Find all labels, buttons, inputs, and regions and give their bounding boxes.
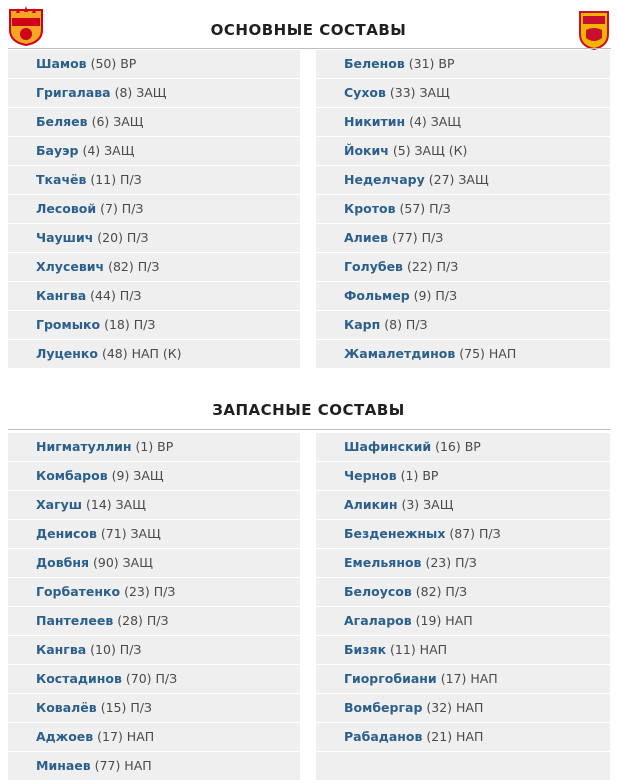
empty-row [316, 752, 610, 780]
player-name-link[interactable]: Аджоев [36, 729, 94, 744]
player-number-position: (57) П/З [399, 201, 451, 216]
player-row [8, 520, 300, 548]
player-name-link[interactable]: Беляев [36, 114, 88, 129]
player-name-link[interactable]: Чаушич [36, 230, 94, 245]
player-number-position: (9) ЗАЩ [111, 468, 164, 483]
away-substitutes-column [316, 433, 610, 781]
player-name-link[interactable]: Кангва [36, 642, 87, 657]
player-name-link[interactable]: Рабаданов [344, 729, 423, 744]
player-name-link[interactable]: Никитин [344, 114, 406, 129]
player-name-link[interactable]: Беленов [344, 56, 405, 71]
player-name-link[interactable]: Шамов [36, 56, 87, 71]
player-name-link[interactable]: Комбаров [36, 468, 108, 483]
player-row [8, 578, 300, 606]
player-name-link[interactable]: Громыко [36, 317, 101, 332]
player-number-position: (16) ВР [435, 439, 481, 454]
player-number-position: (75) НАП [459, 346, 517, 361]
player-row [316, 137, 610, 165]
substitutes-header [0, 388, 617, 432]
player-row [8, 50, 300, 78]
player-number-position: (87) П/З [449, 526, 501, 541]
player-row [316, 578, 610, 606]
player-name-link[interactable]: Алиев [344, 230, 388, 245]
substitutes-table [0, 433, 617, 783]
player-number-position: (31) ВР [408, 56, 455, 71]
player-number-position: (17) НАП [440, 671, 498, 686]
player-number-position: (1) ВР [135, 439, 174, 454]
player-number-position: (20) П/З [97, 230, 149, 245]
player-row [316, 723, 610, 751]
player-name-link[interactable]: Аликин [344, 497, 398, 512]
player-row [316, 311, 610, 339]
player-name-link[interactable]: Голубев [344, 259, 403, 274]
player-number-position: (18) П/З [104, 317, 156, 332]
player-row [316, 224, 610, 252]
player-row [316, 491, 610, 519]
player-row [8, 137, 300, 165]
player-name-link[interactable]: Луценко [36, 346, 98, 361]
player-row [8, 282, 300, 310]
player-name-link[interactable]: Безденежных [344, 526, 446, 541]
player-name-link[interactable]: Хагуш [36, 497, 83, 512]
player-number-position: (32) НАП [426, 700, 484, 715]
player-row [8, 195, 300, 223]
player-number-position: (5) ЗАЩ (К) [392, 143, 468, 158]
home-lineup-column [8, 50, 300, 369]
section-divider [8, 48, 611, 49]
player-row [8, 166, 300, 194]
player-row [8, 549, 300, 577]
player-number-position: (70) П/З [125, 671, 178, 686]
player-name-link[interactable]: Пантелеев [36, 613, 114, 628]
player-name-link[interactable]: Емельянов [344, 555, 422, 570]
starting-lineups-title: ОСНОВНЫЕ СОСТАВЫ [210, 21, 407, 39]
player-name-link[interactable]: Ковалёв [36, 700, 97, 715]
player-row [316, 253, 610, 281]
player-number-position: (6) ЗАЩ [91, 114, 144, 129]
player-number-position: (50) ВР [90, 56, 137, 71]
player-number-position: (90) ЗАЩ [93, 555, 153, 570]
player-name-link[interactable]: Григалава [36, 85, 111, 100]
player-name-link[interactable]: Чернов [344, 468, 397, 483]
player-number-position: (82) П/З [108, 259, 160, 274]
player-row [8, 723, 300, 751]
player-number-position: (7) П/З [100, 201, 144, 216]
player-row [8, 607, 300, 635]
player-name-link[interactable]: Костадинов [36, 671, 122, 686]
player-number-position: (21) НАП [426, 729, 484, 744]
player-name-link[interactable]: Карп [344, 317, 381, 332]
player-number-position: (23) П/З [425, 555, 477, 570]
player-number-position: (82) П/З [415, 584, 468, 599]
player-number-position: (8) П/З [384, 317, 428, 332]
player-row [316, 636, 610, 664]
player-number-position: (14) ЗАЩ [86, 497, 146, 512]
player-name-link[interactable]: Ткачёв [36, 172, 87, 187]
home-substitutes-column [8, 433, 300, 781]
player-row [316, 694, 610, 722]
player-name-link[interactable]: Кротов [344, 201, 396, 216]
starting-lineups-table [0, 50, 617, 380]
player-row [316, 462, 610, 490]
player-row [8, 311, 300, 339]
player-number-position: (1) ВР [400, 468, 439, 483]
player-name-link[interactable]: Минаев [36, 758, 91, 773]
player-name-link[interactable]: Неделчару [344, 172, 425, 187]
player-number-position: (9) П/З [413, 288, 457, 303]
player-name-link[interactable]: Хлусевич [36, 259, 105, 274]
player-name-link[interactable]: Денисов [36, 526, 97, 541]
player-row [8, 752, 300, 780]
player-number-position: (11) П/З [90, 172, 142, 187]
player-row [8, 462, 300, 490]
player-row [316, 108, 610, 136]
player-number-position: (4) ЗАЩ [409, 114, 462, 129]
player-name-link[interactable]: Бизяк [344, 642, 387, 657]
player-number-position: (19) НАП [415, 613, 473, 628]
player-number-position: (10) П/З [90, 642, 142, 657]
player-name-link[interactable]: Кангва [36, 288, 87, 303]
player-name-link[interactable]: Бауэр [36, 143, 79, 158]
player-row [316, 340, 610, 368]
player-number-position: (3) ЗАЩ [401, 497, 454, 512]
player-name-link[interactable]: Гиоргобиани [344, 671, 437, 686]
player-name-link[interactable]: Белоусов [344, 584, 412, 599]
player-row [316, 282, 610, 310]
player-name-link[interactable]: Жамалетдинов [344, 346, 456, 361]
player-number-position: (23) П/З [124, 584, 176, 599]
player-name-link[interactable]: Горбатенко [36, 584, 121, 599]
player-row [8, 108, 300, 136]
player-row [8, 491, 300, 519]
player-row [316, 79, 610, 107]
player-row [8, 665, 300, 693]
player-number-position: (77) НАП [94, 758, 152, 773]
player-number-position: (11) НАП [390, 642, 448, 657]
player-number-position: (33) ЗАЩ [389, 85, 450, 100]
player-number-position: (15) П/З [100, 700, 152, 715]
player-row [316, 50, 610, 78]
player-number-position: (44) П/З [90, 288, 142, 303]
player-name-link[interactable]: Вомбергар [344, 700, 423, 715]
player-name-link[interactable]: Сухов [344, 85, 386, 100]
player-row [8, 79, 300, 107]
starting-lineups-header [0, 0, 617, 48]
player-row [8, 433, 300, 461]
player-name-link[interactable]: Йокич [344, 143, 389, 158]
player-row [316, 195, 610, 223]
player-number-position: (8) ЗАЩ [114, 85, 167, 100]
player-row [316, 166, 610, 194]
player-name-link[interactable]: Лесовой [36, 201, 97, 216]
player-name-link[interactable]: Нигматуллин [36, 439, 132, 454]
player-number-position: (22) П/З [406, 259, 459, 274]
player-name-link[interactable]: Шафинский [344, 439, 432, 454]
player-row [8, 224, 300, 252]
section-divider [8, 429, 611, 430]
player-row [316, 433, 610, 461]
player-number-position: (71) ЗАЩ [100, 526, 161, 541]
player-name-link[interactable]: Фольмер [344, 288, 410, 303]
away-lineup-column [316, 50, 610, 369]
player-number-position: (77) П/З [391, 230, 444, 245]
player-row [8, 694, 300, 722]
player-name-link[interactable]: Довбня [36, 555, 90, 570]
player-row [316, 607, 610, 635]
player-row [316, 549, 610, 577]
substitutes-title: ЗАПАСНЫЕ СОСТАВЫ [212, 401, 405, 419]
player-number-position: (48) НАП (К) [101, 346, 182, 361]
player-row [8, 636, 300, 664]
player-row [8, 253, 300, 281]
player-number-position: (4) ЗАЩ [82, 143, 135, 158]
ufa-crest-icon [578, 10, 610, 50]
player-number-position: (28) П/З [117, 613, 169, 628]
player-row [316, 665, 610, 693]
player-number-position: (17) НАП [97, 729, 155, 744]
player-row [316, 520, 610, 548]
player-number-position: (27) ЗАЩ [428, 172, 489, 187]
player-name-link[interactable]: Агаларов [344, 613, 412, 628]
player-row [8, 340, 300, 368]
